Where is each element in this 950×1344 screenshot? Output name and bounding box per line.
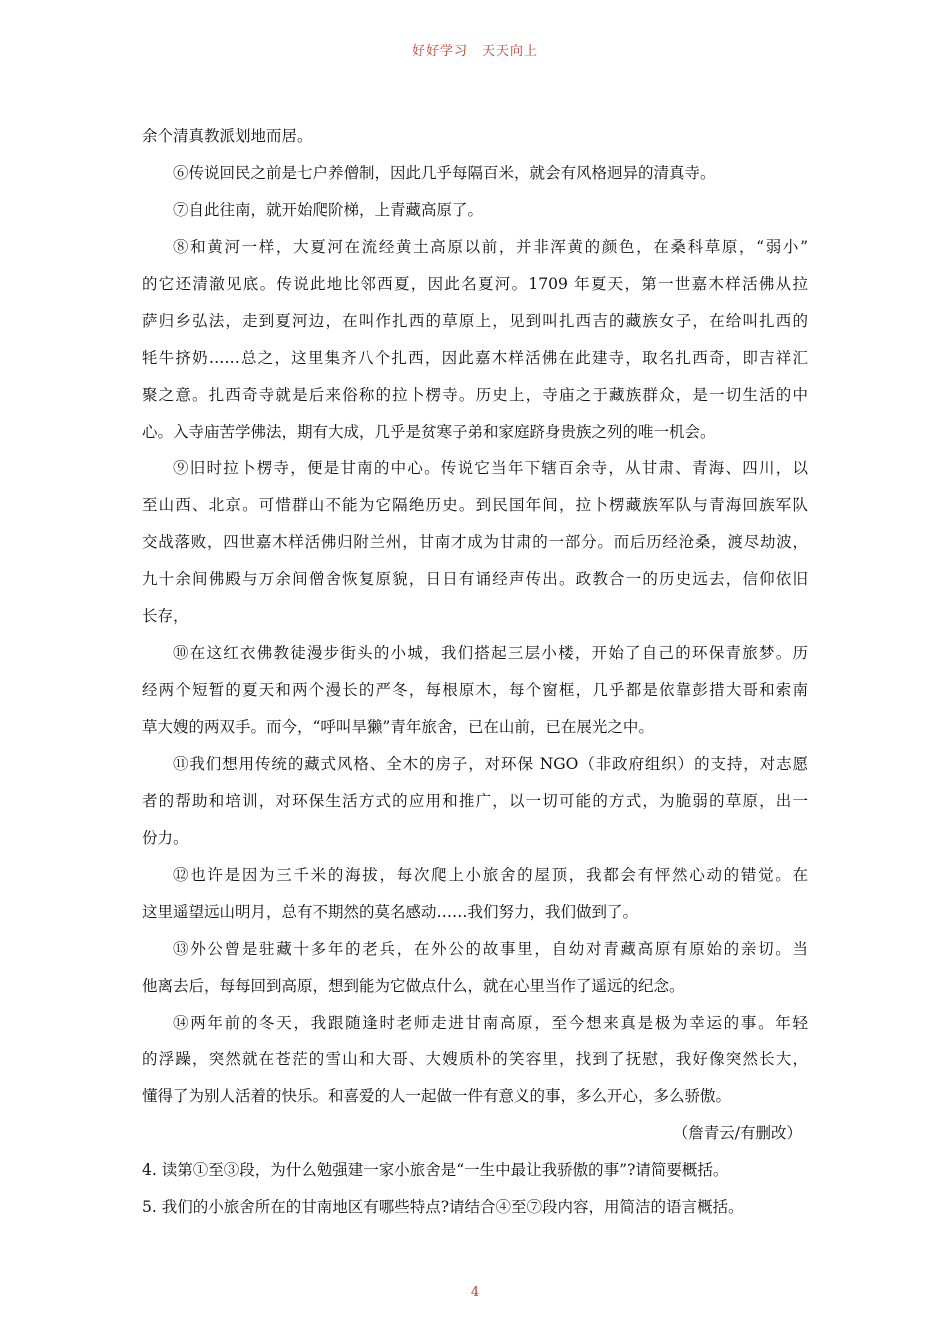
text-line: ⑧和黄河一样，大夏河在流经黄土高原以前，并非浑黄的颜色，在桑科草原，“弱小” xyxy=(173,237,808,256)
text-line: ⑩在这红衣佛教徒漫步街头的小城，我们搭起三层小楼，开始了自己的环保青旅梦。历 xyxy=(173,644,808,663)
text-line: ⑨旧时拉卜楞寺，便是甘南的中心。传说它当年下辖百余寺，从甘肃、青海、四川，以 xyxy=(173,459,808,478)
text-line: 余个清真教派划地而居。 xyxy=(142,127,313,145)
text-line: ⑫也许是因为三千米的海拔，每次爬上小旅舍的屋顶，我都会有怦然心动的错觉。在 xyxy=(173,865,808,884)
text-line: ⑬外公曾是驻藏十多年的老兵，在外公的故事里，自幼对青藏高原有原始的亲切。当 xyxy=(173,939,808,958)
text-line: 牦牛挤奶……总之，这里集齐八个扎西，因此嘉木样活佛在此建寺，取名扎西奇，即吉祥汇 xyxy=(142,348,808,367)
page-number: 4 xyxy=(470,1285,480,1300)
text-line: ⑥传说回民之前是七户养僧制，因此几乎每隔百米，就会有风格迥异的清真寺。 xyxy=(173,163,716,182)
source-attribution: （詹青云/有删改） xyxy=(672,1124,802,1143)
question-line: 5. 我们的小旅舍所在的甘南地区有哪些特点?请结合④至⑦段内容，用简洁的语言概括。 xyxy=(142,1198,744,1217)
text-line: 的浮躁，突然就在苍茫的雪山和大哥、大嫂质朴的笑容里，找到了抚慰，我好像突然长大， xyxy=(142,1050,808,1069)
text-line: ⑦自此往南，就开始爬阶梯，上青藏高原了。 xyxy=(173,200,484,219)
text-line: 的它还清澈见底。传说此地比邻西夏，因此名夏河。1709 年夏天，第一世嘉木样活佛从拉 xyxy=(142,274,808,293)
question-line: 4. 读第①至③段，为什么勉强建一家小旅舍是“一生中最让我骄傲的事”?请简要概括。 xyxy=(142,1161,729,1180)
document-body xyxy=(142,118,808,1226)
page-header: 好好学习 天天向上 xyxy=(411,44,538,59)
text-line: 草大嫂的两双手。而今，“呼叫旱獭”青年旅舍，已在山前，已在展光之中。 xyxy=(142,718,654,736)
text-line: 这里遥望远山明月，总有不期然的莫名感动……我们努力，我们做到了。 xyxy=(142,902,639,921)
text-line: 九十余间佛殿与万余间僧舍恢复原貌，日日有诵经声传出。政教合一的历史远去，信仰依旧 xyxy=(142,570,808,589)
text-line: 经两个短暂的夏天和两个漫长的严冬，每根原木，每个窗框，几乎都是依靠彭措大哥和索南 xyxy=(142,681,808,700)
text-line: 长存， xyxy=(142,607,189,626)
text-line: 他离去后，每每回到高原，想到能为它做点什么，就在心里当作了遥远的纪念。 xyxy=(142,976,685,995)
text-line: 萨归乡弘法，走到夏河边，在叫作扎西的草原上，见到叫扎西吉的藏族女子，在给叫扎西的 xyxy=(142,311,808,330)
text-line: 者的帮助和培训，对环保生活方式的应用和推广，以一切可能的方式，为脆弱的草原，出一 xyxy=(142,791,808,810)
text-line: 懂得了为别人活着的快乐。和喜爱的人一起做一件有意义的事，多么开心，多么骄傲。 xyxy=(142,1087,732,1106)
text-line: 心。入寺庙苦学佛法，期有大成，几乎是贫寒子弟和家庭跻身贵族之列的唯一机会。 xyxy=(142,422,716,441)
text-line: 份力。 xyxy=(142,828,189,847)
text-line: 至山西、北京。可惜群山不能为它隔绝历史。到民国年间，拉卜楞藏族军队与青海回族军队 xyxy=(142,496,808,515)
text-line: ⑭两年前的冬天，我跟随逢时老师走进甘南高原，至今想来真是极为幸运的事。年轻 xyxy=(173,1013,808,1032)
text-line: 交战落败，四世嘉木样活佛归附兰州，甘南才成为甘肃的一部分。而后历经沧桑，渡尽劫波， xyxy=(142,533,808,552)
text-line: ⑪我们想用传统的藏式风格、全木的房子，对环保 NGO（非政府组织）的支持，对志愿 xyxy=(173,754,808,773)
text-line: 聚之意。扎西奇寺就是后来俗称的拉卜楞寺。历史上，寺庙之于藏族群众，是一切生活的中 xyxy=(142,385,808,404)
